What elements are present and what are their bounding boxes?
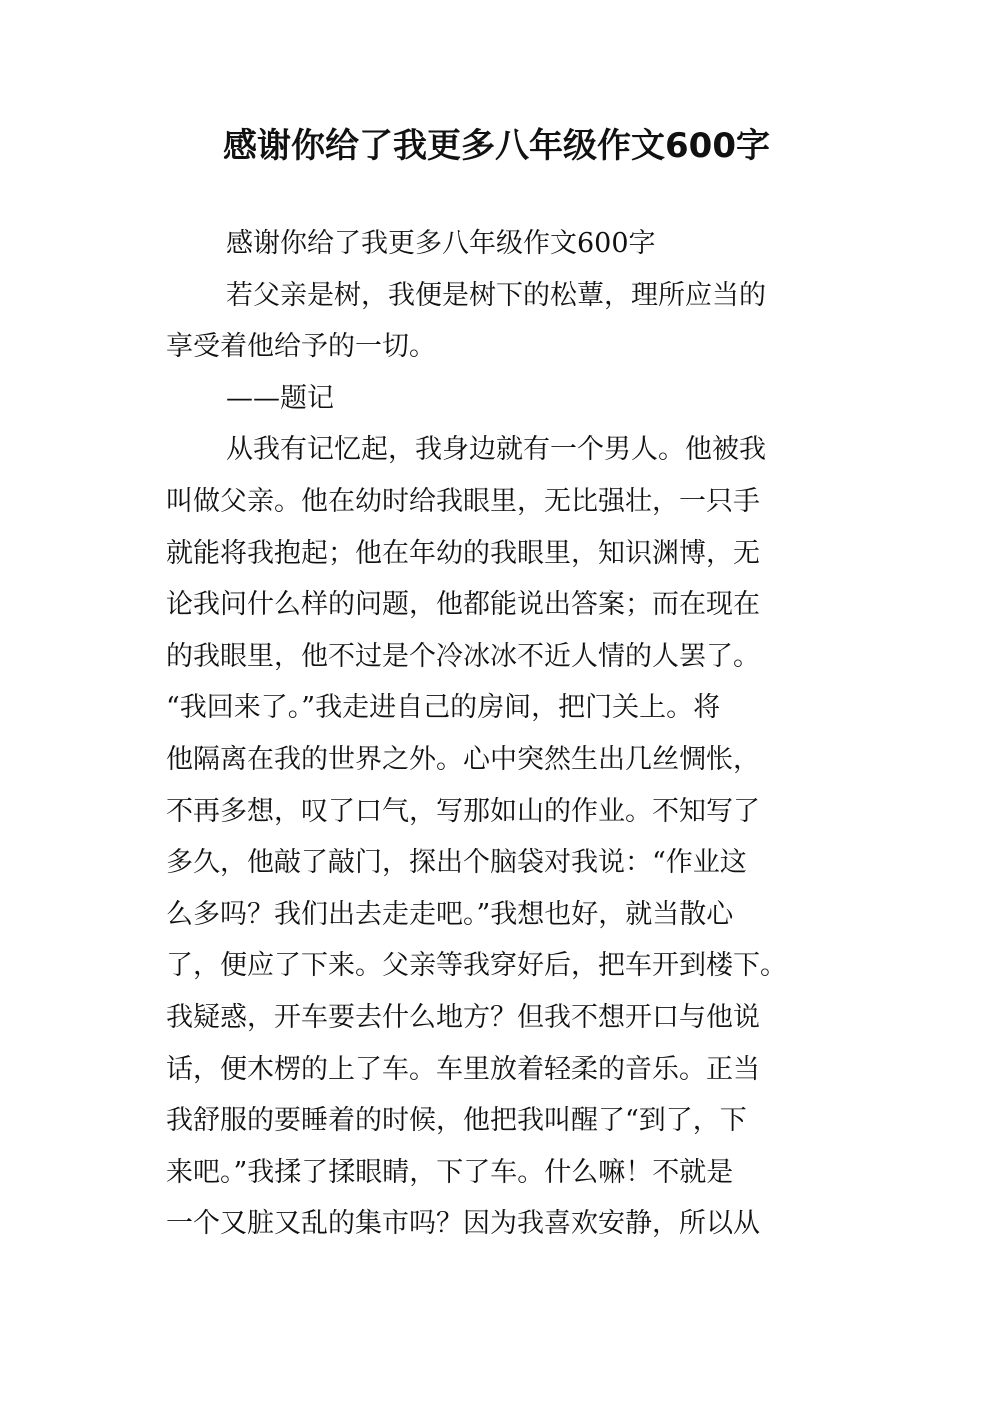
- text-line: 不再多想，叹了口气，写那如山的作业。不知写了: [166, 795, 760, 827]
- text-line: 我疑惑，开车要去什么地方？但我不想开口与他说: [166, 1001, 760, 1033]
- text-line: 我舒服的要睡着的时候，他把我叫醒了“到了，下: [166, 1105, 747, 1137]
- text-line: 他隔离在我的世界之外。心中突然生出几丝惆怅，: [166, 743, 760, 775]
- text-line: 若父亲是树，我便是树下的松蕈，理所应当的: [226, 279, 766, 311]
- text-line: ——题记: [226, 382, 334, 414]
- text-line: “我回来了。”我走进自己的房间，把门关上。将: [166, 692, 721, 724]
- text-line: 话，便木楞的上了车。车里放着轻柔的音乐。正当: [166, 1053, 760, 1085]
- text-line: 享受着他给予的一切。: [166, 331, 436, 363]
- text-line: 就能将我抱起；他在年幼的我眼里，知识渊博，无: [166, 537, 760, 569]
- document-title: 感谢你给了我更多八年级作文600字: [223, 126, 770, 166]
- text-line: 一个又脏又乱的集市吗？因为我喜欢安静，所以从: [166, 1208, 760, 1240]
- text-line: 了，便应了下来。父亲等我穿好后，把车开到楼下。: [166, 950, 787, 982]
- document-body: [166, 218, 830, 1250]
- text-line: 论我问什么样的问题，他都能说出答案；而在现在: [166, 589, 760, 621]
- text-line: 感谢你给了我更多八年级作文600字: [226, 228, 656, 259]
- text-line: 么多吗？我们出去走走吧。”我想也好，就当散心: [166, 898, 734, 930]
- text-line: 来吧。”我揉了揉眼睛，下了车。什么嘛！不就是: [166, 1156, 734, 1188]
- text-line: 多久，他敲了敲门，探出个脑袋对我说：“作业这: [166, 847, 747, 879]
- text-line: 从我有记忆起，我身边就有一个男人。他被我: [226, 434, 766, 466]
- text-line: 的我眼里，他不过是个冷冰冰不近人情的人罢了。: [166, 640, 760, 672]
- text-line: 叫做父亲。他在幼时给我眼里，无比强壮，一只手: [166, 485, 760, 517]
